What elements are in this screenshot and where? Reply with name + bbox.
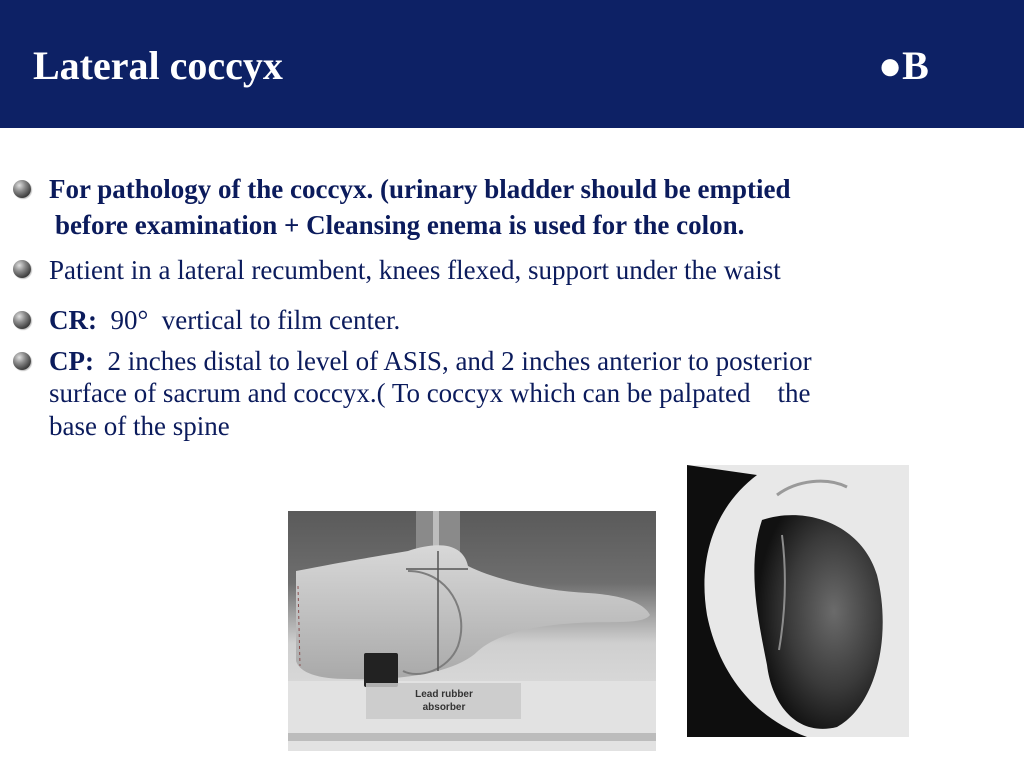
title-bar xyxy=(0,0,1024,128)
cr-label: CR: xyxy=(49,305,97,335)
bullet-icon xyxy=(13,260,31,278)
bullet-4-line-1 xyxy=(49,345,812,377)
positioning-photo xyxy=(288,511,656,751)
bullet-3 xyxy=(49,304,400,336)
bullet-4-line-3: base of the spine xyxy=(49,411,230,441)
photo-caption-line-1: Lead rubber xyxy=(415,689,473,700)
coccyx-xray xyxy=(687,465,909,737)
bullet-1-line-1: For pathology of the coccyx. (urinary bladder should be emptied xyxy=(49,174,791,204)
bullet-icon xyxy=(13,311,31,329)
cp-label: CP: xyxy=(49,346,94,376)
slide-badge: ●B xyxy=(878,43,929,88)
positioning-photo-illustration xyxy=(288,511,656,751)
bullet-2-text: Patient in a lateral recumbent, knees flexed, support under the waist xyxy=(49,255,781,285)
bullet-1-line-2: before examination + Cleansing enema is used for the colon. xyxy=(55,210,745,240)
cp-text: 2 inches distal to level of ASIS, and 2 inches anterior to posterior xyxy=(93,346,812,376)
coccyx-xray-illustration xyxy=(687,465,909,737)
bullet-4-line-2: surface of sacrum and coccyx.( To coccyx which can be palpated the xyxy=(49,378,811,408)
bullet-icon xyxy=(13,352,31,370)
cr-text: 90° vertical to film center. xyxy=(97,305,401,335)
slide-title: Lateral coccyx xyxy=(33,43,283,88)
photo-caption-line-2: absorber xyxy=(422,702,466,713)
bullet-icon xyxy=(13,180,31,198)
